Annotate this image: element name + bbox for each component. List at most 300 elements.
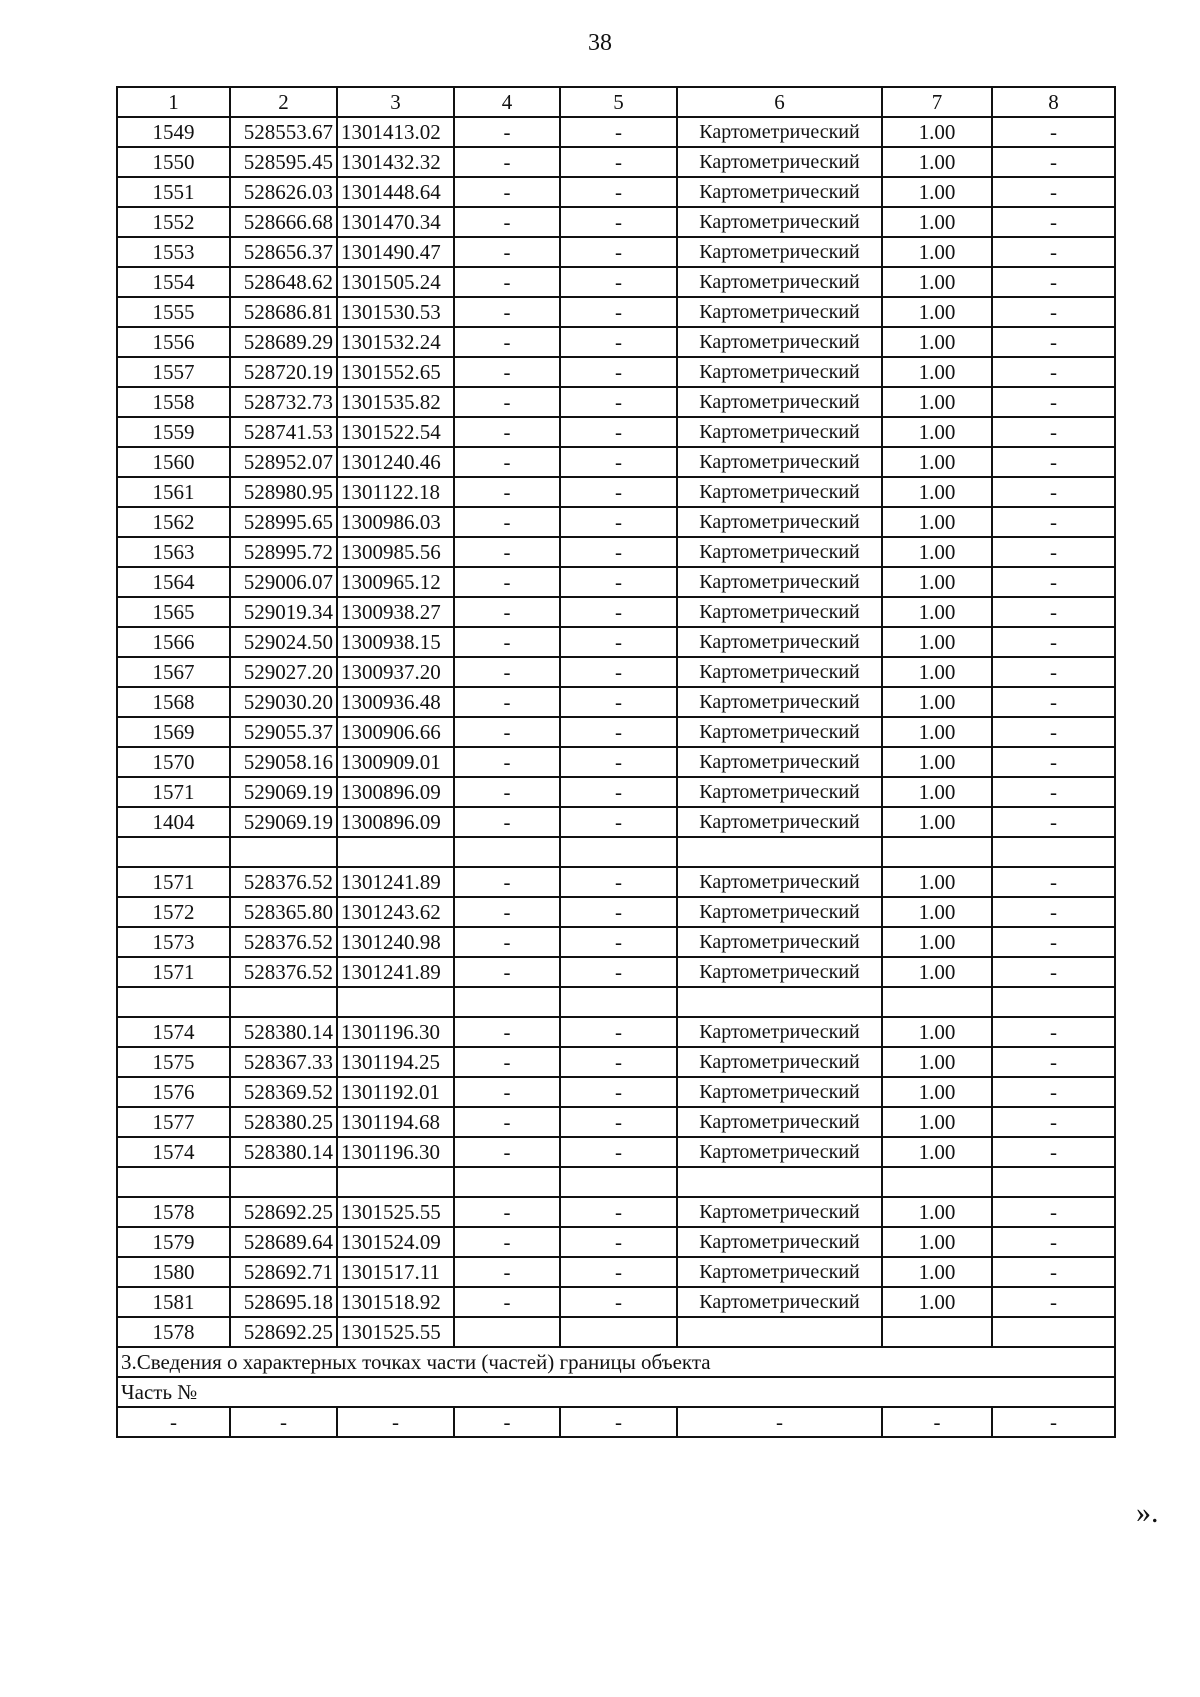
part-cell-8: - bbox=[992, 1407, 1115, 1437]
y-coordinate-cell: 1301552.65 bbox=[337, 357, 454, 387]
y-coordinate-cell: 1301522.54 bbox=[337, 417, 454, 447]
x-coordinate-cell: 528376.52 bbox=[230, 867, 337, 897]
accuracy-cell: 1.00 bbox=[882, 267, 992, 297]
col-8-cell: - bbox=[992, 357, 1115, 387]
separator-row bbox=[117, 987, 1115, 1017]
col-5-cell: - bbox=[560, 1077, 677, 1107]
point-number-cell: 1550 bbox=[117, 147, 230, 177]
col-8-cell: - bbox=[992, 1287, 1115, 1317]
point-number-cell: 1561 bbox=[117, 477, 230, 507]
accuracy-cell: 1.00 bbox=[882, 117, 992, 147]
x-coordinate-cell: 528732.73 bbox=[230, 387, 337, 417]
col-8-cell: - bbox=[992, 237, 1115, 267]
method-cell: Картометрический bbox=[677, 747, 882, 777]
accuracy-cell: 1.00 bbox=[882, 1257, 992, 1287]
col-5-cell: - bbox=[560, 867, 677, 897]
x-coordinate-cell: 529019.34 bbox=[230, 597, 337, 627]
col-8-cell: - bbox=[992, 297, 1115, 327]
x-coordinate-cell: 528365.80 bbox=[230, 897, 337, 927]
col-4-cell: - bbox=[454, 177, 560, 207]
x-coordinate-cell: 528995.65 bbox=[230, 507, 337, 537]
col-4-cell: - bbox=[454, 387, 560, 417]
y-coordinate-cell: 1301490.47 bbox=[337, 237, 454, 267]
col-5-cell: - bbox=[560, 387, 677, 417]
table-row bbox=[117, 597, 1115, 627]
col-8-cell: - bbox=[992, 747, 1115, 777]
accuracy-cell: 1.00 bbox=[882, 207, 992, 237]
col-5-cell: - bbox=[560, 1197, 677, 1227]
col-8-cell: - bbox=[992, 117, 1115, 147]
col-8-cell: - bbox=[992, 1017, 1115, 1047]
method-cell bbox=[677, 837, 882, 867]
col-4-cell: - bbox=[454, 207, 560, 237]
y-coordinate-cell: 1301532.24 bbox=[337, 327, 454, 357]
accuracy-cell: 1.00 bbox=[882, 657, 992, 687]
method-cell bbox=[677, 1317, 882, 1347]
part-cell-7: - bbox=[882, 1407, 992, 1437]
x-coordinate-cell: 528720.19 bbox=[230, 357, 337, 387]
y-coordinate-cell: 1301192.01 bbox=[337, 1077, 454, 1107]
accuracy-cell bbox=[882, 837, 992, 867]
col-4-cell: - bbox=[454, 927, 560, 957]
col-5-cell: - bbox=[560, 447, 677, 477]
accuracy-cell: 1.00 bbox=[882, 807, 992, 837]
table-row bbox=[117, 1197, 1115, 1227]
accuracy-cell: 1.00 bbox=[882, 777, 992, 807]
x-coordinate-cell: 528692.25 bbox=[230, 1317, 337, 1347]
point-number-cell: 1579 bbox=[117, 1227, 230, 1257]
accuracy-cell: 1.00 bbox=[882, 567, 992, 597]
table-row bbox=[117, 717, 1115, 747]
col-4-cell: - bbox=[454, 1107, 560, 1137]
y-coordinate-cell: 1301122.18 bbox=[337, 477, 454, 507]
col-8-cell: - bbox=[992, 627, 1115, 657]
col-4-cell: - bbox=[454, 297, 560, 327]
accuracy-cell: 1.00 bbox=[882, 537, 992, 567]
method-cell: Картометрический bbox=[677, 867, 882, 897]
part-cell-6: - bbox=[677, 1407, 882, 1437]
point-number-cell: 1569 bbox=[117, 717, 230, 747]
col-5-cell: - bbox=[560, 687, 677, 717]
accuracy-cell: 1.00 bbox=[882, 597, 992, 627]
method-cell: Картометрический bbox=[677, 1137, 882, 1167]
col-5-cell: - bbox=[560, 477, 677, 507]
header-cell-3: 3 bbox=[337, 87, 454, 117]
table-row bbox=[117, 537, 1115, 567]
section-3-title: 3.Сведения о характерных точках части (частей) границы объекта bbox=[117, 1347, 1115, 1377]
col-4-cell: - bbox=[454, 267, 560, 297]
x-coordinate-cell: 528695.18 bbox=[230, 1287, 337, 1317]
method-cell: Картометрический bbox=[677, 327, 882, 357]
accuracy-cell: 1.00 bbox=[882, 477, 992, 507]
method-cell: Картометрический bbox=[677, 477, 882, 507]
col-4-cell: - bbox=[454, 1017, 560, 1047]
y-coordinate-cell: 1301194.25 bbox=[337, 1047, 454, 1077]
accuracy-cell: 1.00 bbox=[882, 1227, 992, 1257]
col-4-cell bbox=[454, 837, 560, 867]
point-number-cell: 1551 bbox=[117, 177, 230, 207]
closing-quote: ». bbox=[1136, 1496, 1159, 1529]
accuracy-cell bbox=[882, 1167, 992, 1197]
y-coordinate-cell: 1301240.98 bbox=[337, 927, 454, 957]
col-4-cell: - bbox=[454, 657, 560, 687]
x-coordinate-cell: 528595.45 bbox=[230, 147, 337, 177]
col-8-cell: - bbox=[992, 957, 1115, 987]
col-4-cell: - bbox=[454, 687, 560, 717]
col-5-cell: - bbox=[560, 957, 677, 987]
col-4-cell: - bbox=[454, 1077, 560, 1107]
col-5-cell: - bbox=[560, 177, 677, 207]
col-8-cell bbox=[992, 1317, 1115, 1347]
y-coordinate-cell: 1300909.01 bbox=[337, 747, 454, 777]
table-row bbox=[117, 207, 1115, 237]
method-cell: Картометрический bbox=[677, 117, 882, 147]
y-coordinate-cell: 1300936.48 bbox=[337, 687, 454, 717]
col-8-cell: - bbox=[992, 807, 1115, 837]
y-coordinate-cell: 1301196.30 bbox=[337, 1137, 454, 1167]
col-4-cell bbox=[454, 1167, 560, 1197]
col-4-cell: - bbox=[454, 717, 560, 747]
point-number-cell: 1571 bbox=[117, 867, 230, 897]
y-coordinate-cell: 1301517.11 bbox=[337, 1257, 454, 1287]
method-cell: Картометрический bbox=[677, 1257, 882, 1287]
method-cell: Картометрический bbox=[677, 687, 882, 717]
col-4-cell: - bbox=[454, 1227, 560, 1257]
table-row bbox=[117, 957, 1115, 987]
point-number-cell: 1565 bbox=[117, 597, 230, 627]
col-4-cell: - bbox=[454, 867, 560, 897]
point-number-cell: 1577 bbox=[117, 1107, 230, 1137]
x-coordinate-cell: 529069.19 bbox=[230, 777, 337, 807]
accuracy-cell: 1.00 bbox=[882, 417, 992, 447]
method-cell: Картометрический bbox=[677, 957, 882, 987]
point-number-cell: 1554 bbox=[117, 267, 230, 297]
col-5-cell: - bbox=[560, 417, 677, 447]
col-5-cell: - bbox=[560, 507, 677, 537]
table-row bbox=[117, 747, 1115, 777]
accuracy-cell: 1.00 bbox=[882, 357, 992, 387]
method-cell: Картометрический bbox=[677, 627, 882, 657]
y-coordinate-cell: 1301518.92 bbox=[337, 1287, 454, 1317]
col-5-cell bbox=[560, 837, 677, 867]
col-8-cell: - bbox=[992, 327, 1115, 357]
point-number-cell: 1404 bbox=[117, 807, 230, 837]
x-coordinate-cell: 529069.19 bbox=[230, 807, 337, 837]
method-cell: Картометрический bbox=[677, 537, 882, 567]
col-4-cell: - bbox=[454, 567, 560, 597]
accuracy-cell: 1.00 bbox=[882, 897, 992, 927]
table-row bbox=[117, 687, 1115, 717]
col-8-cell bbox=[992, 1167, 1115, 1197]
point-number-cell: 1568 bbox=[117, 687, 230, 717]
accuracy-cell: 1.00 bbox=[882, 177, 992, 207]
point-number-cell: 1572 bbox=[117, 897, 230, 927]
col-5-cell: - bbox=[560, 1257, 677, 1287]
col-5-cell: - bbox=[560, 777, 677, 807]
table-row bbox=[117, 927, 1115, 957]
header-cell-8: 8 bbox=[992, 87, 1115, 117]
col-8-cell bbox=[992, 837, 1115, 867]
section-3-body bbox=[117, 1347, 1115, 1437]
col-8-cell: - bbox=[992, 537, 1115, 567]
col-4-cell: - bbox=[454, 507, 560, 537]
method-cell: Картометрический bbox=[677, 1227, 882, 1257]
accuracy-cell: 1.00 bbox=[882, 447, 992, 477]
x-coordinate-cell: 529030.20 bbox=[230, 687, 337, 717]
accuracy-cell: 1.00 bbox=[882, 297, 992, 327]
separator-row bbox=[117, 1167, 1115, 1197]
x-coordinate-cell: 528369.52 bbox=[230, 1077, 337, 1107]
col-4-cell: - bbox=[454, 1047, 560, 1077]
col-8-cell bbox=[992, 987, 1115, 1017]
col-5-cell: - bbox=[560, 1017, 677, 1047]
table-row bbox=[117, 1227, 1115, 1257]
table-row bbox=[117, 177, 1115, 207]
section-3-title-row bbox=[117, 1347, 1115, 1377]
point-number-cell: 1571 bbox=[117, 957, 230, 987]
col-8-cell: - bbox=[992, 567, 1115, 597]
y-coordinate-cell: 1301525.55 bbox=[337, 1197, 454, 1227]
table-row bbox=[117, 117, 1115, 147]
x-coordinate-cell bbox=[230, 987, 337, 1017]
point-number-cell: 1567 bbox=[117, 657, 230, 687]
point-number-cell: 1556 bbox=[117, 327, 230, 357]
point-number-cell: 1566 bbox=[117, 627, 230, 657]
col-8-cell: - bbox=[992, 1227, 1115, 1257]
x-coordinate-cell: 529058.16 bbox=[230, 747, 337, 777]
accuracy-cell: 1.00 bbox=[882, 927, 992, 957]
y-coordinate-cell: 1301535.82 bbox=[337, 387, 454, 417]
point-number-cell: 1575 bbox=[117, 1047, 230, 1077]
point-number-cell: 1549 bbox=[117, 117, 230, 147]
y-coordinate-cell: 1301505.24 bbox=[337, 267, 454, 297]
point-number-cell: 1552 bbox=[117, 207, 230, 237]
point-number-cell: 1559 bbox=[117, 417, 230, 447]
col-4-cell: - bbox=[454, 807, 560, 837]
accuracy-cell: 1.00 bbox=[882, 387, 992, 417]
y-coordinate-cell: 1300965.12 bbox=[337, 567, 454, 597]
col-4-cell: - bbox=[454, 357, 560, 387]
x-coordinate-cell: 528380.14 bbox=[230, 1017, 337, 1047]
accuracy-cell: 1.00 bbox=[882, 957, 992, 987]
x-coordinate-cell: 528380.25 bbox=[230, 1107, 337, 1137]
table-row bbox=[117, 327, 1115, 357]
table-row bbox=[117, 267, 1115, 297]
accuracy-cell: 1.00 bbox=[882, 1047, 992, 1077]
point-number-cell: 1578 bbox=[117, 1317, 230, 1347]
col-5-cell: - bbox=[560, 1227, 677, 1257]
col-8-cell: - bbox=[992, 1257, 1115, 1287]
table-row bbox=[117, 1257, 1115, 1287]
y-coordinate-cell: 1301241.89 bbox=[337, 867, 454, 897]
y-coordinate-cell: 1300896.09 bbox=[337, 777, 454, 807]
x-coordinate-cell: 528553.67 bbox=[230, 117, 337, 147]
col-5-cell bbox=[560, 987, 677, 1017]
x-coordinate-cell: 529027.20 bbox=[230, 657, 337, 687]
point-number-cell: 1571 bbox=[117, 777, 230, 807]
col-4-cell: - bbox=[454, 897, 560, 927]
accuracy-cell: 1.00 bbox=[882, 327, 992, 357]
method-cell: Картометрический bbox=[677, 1197, 882, 1227]
col-4-cell: - bbox=[454, 957, 560, 987]
col-5-cell: - bbox=[560, 927, 677, 957]
method-cell: Картометрический bbox=[677, 597, 882, 627]
col-8-cell: - bbox=[992, 1077, 1115, 1107]
point-number-cell: 1558 bbox=[117, 387, 230, 417]
col-8-cell: - bbox=[992, 897, 1115, 927]
col-5-cell: - bbox=[560, 207, 677, 237]
y-coordinate-cell: 1301432.32 bbox=[337, 147, 454, 177]
col-4-cell: - bbox=[454, 1287, 560, 1317]
col-8-cell: - bbox=[992, 1107, 1115, 1137]
col-5-cell: - bbox=[560, 717, 677, 747]
y-coordinate-cell: 1301243.62 bbox=[337, 897, 454, 927]
table-row bbox=[117, 1137, 1115, 1167]
point-number-cell: 1553 bbox=[117, 237, 230, 267]
method-cell: Картометрический bbox=[677, 807, 882, 837]
accuracy-cell: 1.00 bbox=[882, 147, 992, 177]
method-cell: Картометрический bbox=[677, 147, 882, 177]
table-row bbox=[117, 1017, 1115, 1047]
method-cell bbox=[677, 987, 882, 1017]
point-number-cell bbox=[117, 837, 230, 867]
table-row bbox=[117, 297, 1115, 327]
col-4-cell: - bbox=[454, 747, 560, 777]
x-coordinate-cell: 528648.62 bbox=[230, 267, 337, 297]
table-row bbox=[117, 507, 1115, 537]
col-5-cell: - bbox=[560, 357, 677, 387]
col-5-cell bbox=[560, 1167, 677, 1197]
table-row bbox=[117, 1287, 1115, 1317]
point-number-cell: 1563 bbox=[117, 537, 230, 567]
x-coordinate-cell: 528380.14 bbox=[230, 1137, 337, 1167]
col-5-cell: - bbox=[560, 147, 677, 177]
accuracy-cell bbox=[882, 987, 992, 1017]
table-row bbox=[117, 867, 1115, 897]
point-number-cell: 1555 bbox=[117, 297, 230, 327]
x-coordinate-cell: 528376.52 bbox=[230, 927, 337, 957]
method-cell: Картометрический bbox=[677, 1017, 882, 1047]
col-5-cell: - bbox=[560, 537, 677, 567]
col-8-cell: - bbox=[992, 507, 1115, 537]
col-8-cell: - bbox=[992, 177, 1115, 207]
col-5-cell: - bbox=[560, 657, 677, 687]
accuracy-cell: 1.00 bbox=[882, 1137, 992, 1167]
y-coordinate-cell: 1301413.02 bbox=[337, 117, 454, 147]
col-8-cell: - bbox=[992, 1197, 1115, 1227]
col-8-cell: - bbox=[992, 1047, 1115, 1077]
method-cell: Картометрический bbox=[677, 897, 882, 927]
table-row bbox=[117, 627, 1115, 657]
col-8-cell: - bbox=[992, 927, 1115, 957]
point-number-cell: 1581 bbox=[117, 1287, 230, 1317]
col-8-cell: - bbox=[992, 1137, 1115, 1167]
accuracy-cell: 1.00 bbox=[882, 1197, 992, 1227]
point-number-cell: 1580 bbox=[117, 1257, 230, 1287]
header-cell-4: 4 bbox=[454, 87, 560, 117]
y-coordinate-cell: 1300938.27 bbox=[337, 597, 454, 627]
part-cell-3: - bbox=[337, 1407, 454, 1437]
y-coordinate-cell bbox=[337, 837, 454, 867]
table-row bbox=[117, 417, 1115, 447]
y-coordinate-cell: 1300906.66 bbox=[337, 717, 454, 747]
method-cell: Картометрический bbox=[677, 387, 882, 417]
x-coordinate-cell: 528376.52 bbox=[230, 957, 337, 987]
accuracy-cell: 1.00 bbox=[882, 627, 992, 657]
method-cell: Картометрический bbox=[677, 777, 882, 807]
header-cell-6: 6 bbox=[677, 87, 882, 117]
col-8-cell: - bbox=[992, 417, 1115, 447]
col-5-cell: - bbox=[560, 1107, 677, 1137]
y-coordinate-cell: 1301525.55 bbox=[337, 1317, 454, 1347]
page-number: 38 bbox=[588, 30, 612, 56]
col-5-cell: - bbox=[560, 1287, 677, 1317]
method-cell: Картометрический bbox=[677, 417, 882, 447]
table-row bbox=[117, 777, 1115, 807]
y-coordinate-cell: 1300985.56 bbox=[337, 537, 454, 567]
col-5-cell bbox=[560, 1317, 677, 1347]
col-8-cell: - bbox=[992, 207, 1115, 237]
accuracy-cell: 1.00 bbox=[882, 237, 992, 267]
col-4-cell: - bbox=[454, 237, 560, 267]
col-8-cell: - bbox=[992, 447, 1115, 477]
method-cell: Картометрический bbox=[677, 177, 882, 207]
table-row bbox=[117, 357, 1115, 387]
method-cell: Картометрический bbox=[677, 447, 882, 477]
table-row bbox=[117, 1107, 1115, 1137]
col-5-cell: - bbox=[560, 327, 677, 357]
method-cell: Картометрический bbox=[677, 1287, 882, 1317]
col-5-cell: - bbox=[560, 117, 677, 147]
table-row bbox=[117, 387, 1115, 417]
method-cell: Картометрический bbox=[677, 237, 882, 267]
col-4-cell: - bbox=[454, 327, 560, 357]
point-number-cell: 1574 bbox=[117, 1017, 230, 1047]
y-coordinate-cell bbox=[337, 987, 454, 1017]
x-coordinate-cell: 529024.50 bbox=[230, 627, 337, 657]
method-cell bbox=[677, 1167, 882, 1197]
accuracy-cell: 1.00 bbox=[882, 717, 992, 747]
y-coordinate-cell: 1300986.03 bbox=[337, 507, 454, 537]
header-cell-5: 5 bbox=[560, 87, 677, 117]
x-coordinate-cell bbox=[230, 837, 337, 867]
point-number-cell: 1570 bbox=[117, 747, 230, 777]
y-coordinate-cell: 1301530.53 bbox=[337, 297, 454, 327]
col-4-cell bbox=[454, 987, 560, 1017]
header-row bbox=[117, 87, 1115, 117]
y-coordinate-cell: 1300896.09 bbox=[337, 807, 454, 837]
col-5-cell: - bbox=[560, 897, 677, 927]
part-cell-2: - bbox=[230, 1407, 337, 1437]
part-cell-1: - bbox=[117, 1407, 230, 1437]
point-number-cell: 1576 bbox=[117, 1077, 230, 1107]
col-4-cell: - bbox=[454, 117, 560, 147]
col-5-cell: - bbox=[560, 747, 677, 777]
col-8-cell: - bbox=[992, 477, 1115, 507]
col-8-cell: - bbox=[992, 777, 1115, 807]
col-4-cell bbox=[454, 1317, 560, 1347]
table-row bbox=[117, 147, 1115, 177]
method-cell: Картометрический bbox=[677, 357, 882, 387]
accuracy-cell: 1.00 bbox=[882, 1287, 992, 1317]
col-4-cell: - bbox=[454, 447, 560, 477]
point-number-cell: 1574 bbox=[117, 1137, 230, 1167]
x-coordinate-cell: 528689.29 bbox=[230, 327, 337, 357]
x-coordinate-cell: 528656.37 bbox=[230, 237, 337, 267]
separator-row bbox=[117, 837, 1115, 867]
col-8-cell: - bbox=[992, 687, 1115, 717]
method-cell: Картометрический bbox=[677, 267, 882, 297]
